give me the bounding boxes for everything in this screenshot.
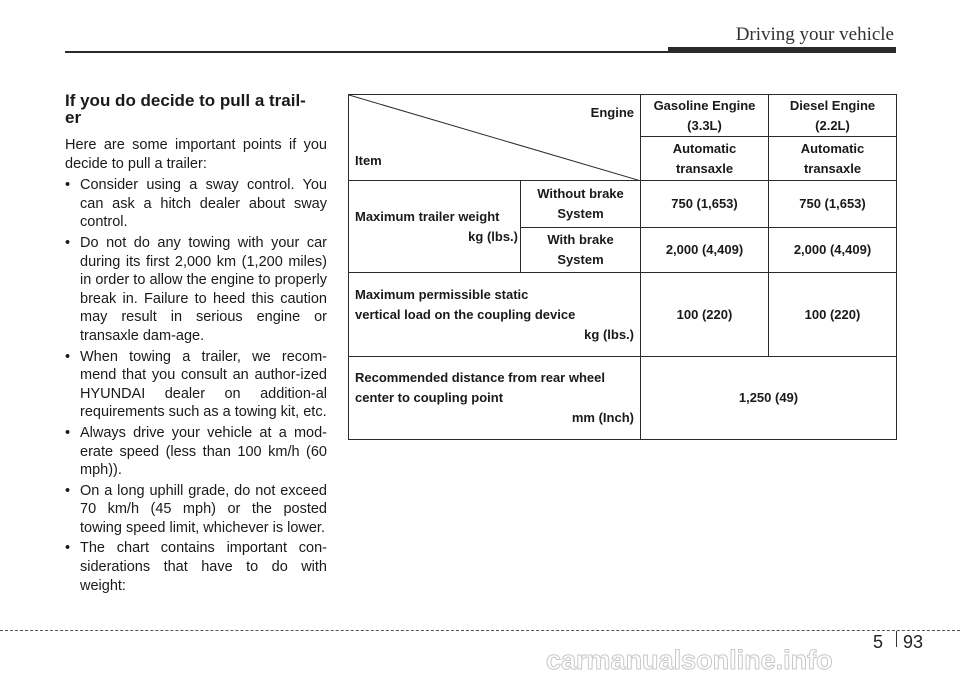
section-heading-line2: er [65,108,82,127]
header-rule-thick [668,47,896,53]
chapter-number: 5 [873,632,884,652]
diesel-trans-line2: transaxle [803,160,862,176]
section-heading [65,92,327,126]
coupling-distance-line1: Recommended distance from rear wheel [355,370,605,385]
list-item [65,348,327,422]
engine-header-label: Engine [590,105,634,120]
without-brake-gasoline-value: 750 (1,653) [641,181,769,228]
without-brake-diesel-value: 750 (1,653) [769,181,897,228]
list-item [65,482,327,538]
header-rule [65,51,668,53]
section-heading-line1: If you do decide to pull a trail- [65,91,306,110]
max-trailer-weight-unit: kg (lbs.) [468,228,518,244]
bullet-text: On a long uphill grade, do not exceed 70 km/h (45 mph) or the posted towing speed limit, whichever is lower. [80,482,327,536]
static-load-unit: kg (lbs.) [584,326,634,342]
max-trailer-weight-label [349,181,521,273]
gasoline-transaxle-cell [641,137,769,181]
static-load-line2: vertical load on the coupling device [355,306,576,322]
with-brake-diesel-value: 2,000 (4,409) [769,228,897,273]
gasoline-engine-header [641,95,769,137]
static-load-label [349,273,641,357]
bullet-text: Consider using a sway control. You can ask a hitch dealer about sway control. [80,177,327,231]
static-load-gasoline-value: 100 (220) [641,273,769,357]
list-item [65,539,327,595]
gasoline-header-line2: (3.3L) [687,117,722,133]
with-brake-label [521,228,641,273]
diesel-engine-header [769,95,897,137]
page-number: 93 [903,632,924,652]
list-item [65,234,327,346]
bullet-icon: • [65,177,71,194]
with-brake-line1: With brake [547,232,614,247]
gasoline-trans-line1: Automatic [672,140,737,156]
with-brake-line2: System [557,252,604,267]
gasoline-trans-line2: transaxle [675,160,734,176]
diesel-header-line1: Diesel Engine [789,97,876,113]
diesel-trans-line1: Automatic [800,140,865,156]
bullet-icon: • [65,348,71,365]
page-header-title: Driving your vehicle [735,24,894,45]
without-brake-label [521,181,641,228]
diesel-header-line2: (2.2L) [815,117,850,133]
footer-rule [0,630,960,631]
bullet-list [65,176,327,595]
bullet-text: When towing a trailer, we recom-mend that you consult an author-ized HYUNDAI dealer on addition-al requirements such as a towing kit, etc. [80,348,327,421]
table-corner-cell [349,95,641,181]
gasoline-header-line1: Gasoline Engine [653,97,756,113]
towing-spec-table [348,94,897,440]
list-item [65,424,327,480]
diesel-transaxle-cell [769,137,897,181]
list-item [65,176,327,232]
bullet-text: The chart contains important con-siderations that have to do with weight: [80,540,327,594]
bullet-icon: • [65,540,71,557]
coupling-distance-value: 1,250 (49) [641,357,897,440]
coupling-distance-label [349,357,641,440]
footer-divider [896,631,897,647]
static-load-line1: Maximum permissible static [355,286,529,302]
without-brake-line2: System [557,206,604,221]
without-brake-line1: Without brake [537,186,624,201]
static-load-diesel-value: 100 (220) [769,273,897,357]
item-header-label: Item [355,153,382,168]
left-column [65,92,327,597]
bullet-icon: • [65,424,71,441]
watermark-logo: carmanualsonline.info [546,645,833,675]
max-trailer-weight-text: Maximum trailer weight [355,208,500,224]
bullet-text: Do not do any towing with your car during its first 2,000 km (1,200 miles) in order to allow the engine to properly break in. Failure to heed this caution may result in serious engine or transaxle dam-age. [80,234,327,344]
coupling-distance-line2: center to coupling point [355,390,504,405]
bullet-icon: • [65,482,71,499]
with-brake-gasoline-value: 2,000 (4,409) [641,228,769,273]
coupling-distance-unit: mm (Inch) [571,410,634,425]
bullet-icon: • [65,234,71,251]
bullet-text: Always drive your vehicle at a mod-erate speed (less than 100 km/h (60 mph)). [80,424,327,479]
intro-paragraph: Here are some important points if you decide to pull a trailer: [65,137,327,172]
